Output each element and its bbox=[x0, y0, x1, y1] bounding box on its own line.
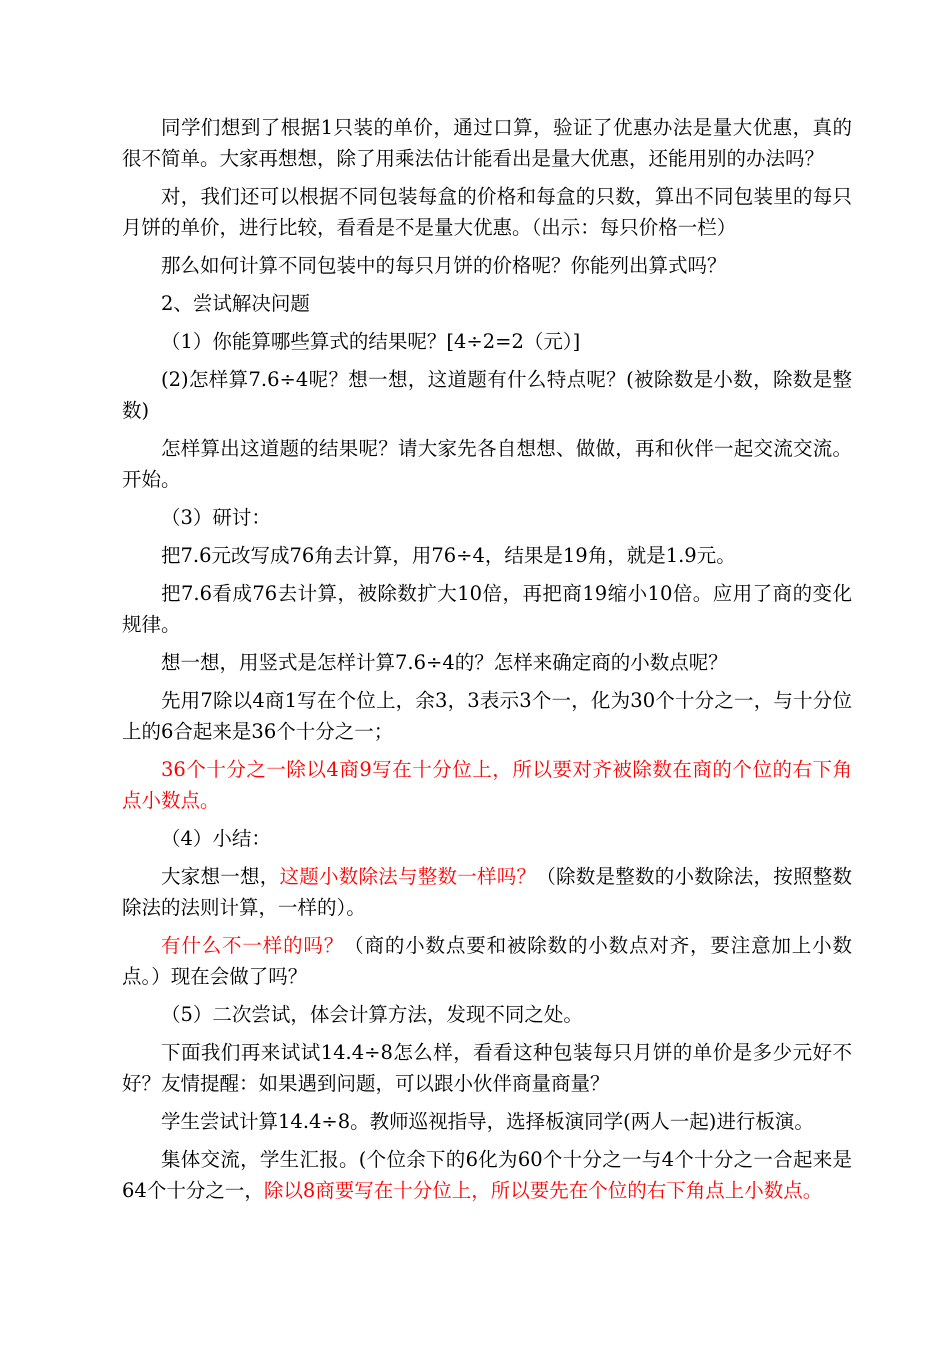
paragraph-text: （商的小数点要和被除数的小数点对齐，要注意加上小数点。）现在会做了吗？ bbox=[122, 934, 852, 988]
paragraph-text: 把7.6元改写成76角去计算，用76÷4，结果是19角，就是1.9元。 bbox=[161, 544, 736, 567]
paragraph-text: 先用7除以4商1写在个位上，余3，3表示3个一，化为30个十分之一，与十分位上的6合起来是36个十分之一； bbox=[122, 689, 852, 743]
paragraph-text: 把7.6看成76去计算，被除数扩大10倍，再把商19缩小10倍。应用了商的变化规律。 bbox=[122, 582, 852, 636]
paragraph-text: 怎样算出这道题的结果呢？请大家先各自想想、做做，再和伙伴一起交流交流。开始。 bbox=[122, 437, 852, 491]
highlighted-text: 这题小数除法与整数一样吗？ bbox=[279, 865, 537, 888]
paragraph-text: （3）研讨： bbox=[161, 506, 271, 529]
paragraph bbox=[122, 647, 852, 678]
paragraph bbox=[122, 823, 852, 854]
paragraph bbox=[122, 754, 852, 816]
paragraph bbox=[122, 861, 852, 923]
paragraph-text: 那么如何计算不同包装中的每只月饼的价格呢？你能列出算式吗？ bbox=[161, 254, 727, 277]
paragraph-text: 2、尝试解决问题 bbox=[161, 292, 310, 315]
paragraph-text: 对，我们还可以根据不同包装每盒的价格和每盒的只数，算出不同包装里的每只月饼的单价，进行比较，看看是不是量大优惠。（出示：每只价格一栏） bbox=[122, 185, 852, 239]
paragraph bbox=[122, 578, 852, 640]
paragraph bbox=[122, 540, 852, 571]
paragraph-text: （4）小结： bbox=[161, 827, 271, 850]
highlighted-text: 除以8商要写在十分位上，所以要先在个位的右下角点上小数点。 bbox=[263, 1179, 823, 1202]
paragraph bbox=[122, 112, 852, 174]
paragraph bbox=[122, 685, 852, 747]
paragraph bbox=[122, 326, 852, 357]
highlighted-text: 36个十分之一除以4商9写在十分位上，所以要对齐被除数在商的个位的右下角点小数点。 bbox=[122, 758, 852, 812]
paragraph bbox=[122, 1037, 852, 1099]
paragraph bbox=[122, 999, 852, 1030]
paragraph bbox=[122, 1144, 852, 1206]
paragraph bbox=[122, 930, 852, 992]
paragraph-text: (2)怎样算7.6÷4呢？想一想，这道题有什么特点呢？(被除数是小数，除数是整数) bbox=[122, 368, 852, 422]
paragraph bbox=[122, 250, 852, 281]
paragraph-text: （除数是整数的小数除法，按照整数除法的法则计算，一样的）。 bbox=[122, 865, 852, 919]
highlighted-text: 有什么不一样的吗？ bbox=[161, 934, 345, 957]
paragraph bbox=[122, 433, 852, 495]
paragraph-text: 同学们想到了根据1只装的单价，通过口算，验证了优惠办法是量大优惠，真的很不简单。大家再想想，除了用乘法估计能看出是量大优惠，还能用别的办法吗？ bbox=[122, 116, 852, 170]
paragraph bbox=[122, 288, 852, 319]
paragraph-text: （5）二次尝试，体会计算方法，发现不同之处。 bbox=[161, 1003, 583, 1026]
paragraph-text: （1）你能算哪些算式的结果呢？[4÷2=2（元）] bbox=[161, 330, 581, 353]
paragraph-text: 集体交流，学生汇报。(个位余下的6化为60个十分之一与4个十分之一合起来是64个十分之一， bbox=[122, 1148, 852, 1202]
paragraph-text: 想一想，用竖式是怎样计算7.6÷4的？怎样来确定商的小数点呢？ bbox=[161, 651, 728, 674]
document-body bbox=[122, 112, 852, 1213]
paragraph-text: 学生尝试计算14.4÷8。教师巡视指导，选择板演同学(两人一起)进行板演。 bbox=[161, 1110, 814, 1133]
paragraph bbox=[122, 1106, 852, 1137]
paragraph-text: 下面我们再来试试14.4÷8怎么样，看看这种包装每只月饼的单价是多少元好不好？友情提醒：如果遇到问题，可以跟小伙伴商量商量？ bbox=[122, 1041, 852, 1095]
paragraph bbox=[122, 364, 852, 426]
paragraph bbox=[122, 181, 852, 243]
paragraph bbox=[122, 502, 852, 533]
paragraph-text: 大家想一想， bbox=[161, 865, 280, 888]
